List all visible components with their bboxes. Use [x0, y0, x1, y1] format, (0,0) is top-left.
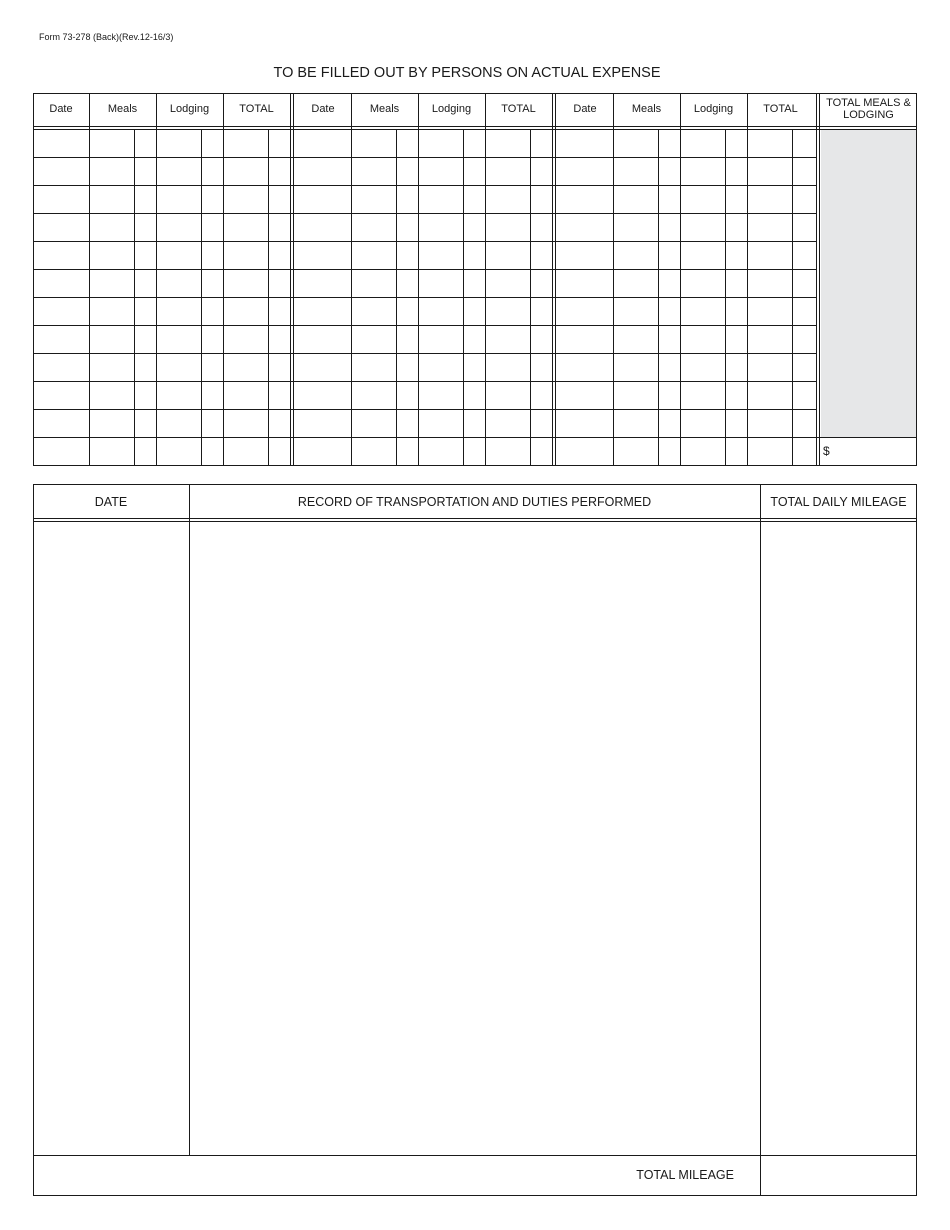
expense-date-cell[interactable]	[558, 187, 612, 213]
expense-date-cell[interactable]	[296, 355, 350, 381]
header-rule	[33, 126, 917, 127]
record-column-header: RECORD OF TRANSPORTATION AND DUTIES PERFORMED	[297, 495, 652, 509]
column-divider	[485, 93, 486, 466]
column-header-meals: Meals	[631, 103, 662, 115]
expense-date-cell[interactable]	[558, 131, 612, 157]
transportation-record-table	[33, 484, 917, 1196]
group-separator	[819, 93, 820, 466]
column-divider	[89, 93, 90, 466]
total-mileage-field[interactable]	[761, 1156, 916, 1195]
expense-date-cell[interactable]	[296, 187, 350, 213]
expense-date-cell[interactable]	[34, 215, 88, 241]
column-header-lodging: Lodging	[431, 103, 472, 115]
expense-date-cell[interactable]	[558, 355, 612, 381]
expense-date-cell[interactable]	[558, 327, 612, 353]
row-line	[33, 381, 817, 382]
record-entry-area[interactable]	[190, 522, 760, 1155]
expense-date-cell[interactable]	[34, 271, 88, 297]
date-column-header: DATE	[94, 495, 128, 509]
column-header-total: TOTAL	[239, 103, 274, 115]
expense-date-cell[interactable]	[34, 159, 88, 185]
total-meals-lodging-shaded-area	[821, 130, 916, 437]
row-line	[33, 325, 817, 326]
expense-date-cell[interactable]	[34, 439, 88, 465]
row-line	[33, 213, 817, 214]
expense-date-cell[interactable]	[296, 327, 350, 353]
cell-split-divider	[396, 130, 397, 466]
expense-date-cell[interactable]	[296, 243, 350, 269]
column-header-date: Date	[49, 103, 73, 115]
mileage-column-header: TOTAL DAILY MILEAGE	[770, 495, 907, 509]
expense-date-cell[interactable]	[558, 439, 612, 465]
column-divider	[156, 93, 157, 466]
expense-date-cell[interactable]	[558, 243, 612, 269]
expense-date-cell[interactable]	[34, 299, 88, 325]
row-line	[33, 353, 817, 354]
expense-date-cell[interactable]	[296, 383, 350, 409]
total-meals-lodging-header: TOTAL MEALS & LODGING	[826, 97, 911, 121]
daily-mileage-entry-area[interactable]	[761, 522, 916, 1155]
column-divider	[613, 93, 614, 466]
row-line	[33, 241, 817, 242]
group-separator	[552, 93, 553, 466]
column-header-lodging: Lodging	[693, 103, 734, 115]
cell-split-divider	[530, 130, 531, 466]
expense-table-border	[33, 93, 917, 466]
cell-split-divider	[134, 130, 135, 466]
group-separator	[555, 93, 556, 466]
expense-date-cell[interactable]	[558, 383, 612, 409]
expense-date-cell[interactable]	[558, 271, 612, 297]
row-line	[33, 409, 817, 410]
expense-date-cell[interactable]	[34, 187, 88, 213]
expense-date-cell[interactable]	[558, 215, 612, 241]
cell-split-divider	[658, 130, 659, 466]
row-line	[33, 297, 817, 298]
cell-split-divider	[268, 130, 269, 466]
expense-date-cell[interactable]	[296, 215, 350, 241]
expense-date-cell[interactable]	[558, 159, 612, 185]
expense-date-cell[interactable]	[296, 411, 350, 437]
header-rule	[33, 518, 917, 519]
date-entry-area[interactable]	[34, 522, 189, 1155]
column-divider	[351, 93, 352, 466]
row-line	[33, 269, 817, 270]
page-title: TO BE FILLED OUT BY PERSONS ON ACTUAL EXPENSE	[273, 65, 661, 81]
group-separator	[290, 93, 291, 466]
column-divider	[747, 93, 748, 466]
cell-split-divider	[201, 130, 202, 466]
expense-date-cell[interactable]	[558, 299, 612, 325]
row-line	[33, 157, 817, 158]
expense-date-cell[interactable]	[296, 159, 350, 185]
column-header-lodging: Lodging	[169, 103, 210, 115]
total-currency-symbol: $	[823, 444, 830, 458]
expense-date-cell[interactable]	[296, 131, 350, 157]
expense-date-cell[interactable]	[296, 271, 350, 297]
column-header-meals: Meals	[369, 103, 400, 115]
expense-date-cell[interactable]	[34, 411, 88, 437]
column-divider	[418, 93, 419, 466]
column-header-meals: Meals	[107, 103, 138, 115]
expense-date-cell[interactable]	[296, 299, 350, 325]
column-header-total: TOTAL	[763, 103, 798, 115]
expense-date-cell[interactable]	[34, 131, 88, 157]
expense-date-cell[interactable]	[34, 243, 88, 269]
row-line	[817, 437, 917, 438]
expense-date-cell[interactable]	[34, 327, 88, 353]
total-mileage-label: TOTAL MILEAGE	[636, 1168, 734, 1182]
cell-split-divider	[463, 130, 464, 466]
column-header-date: Date	[311, 103, 335, 115]
actual-expense-table	[33, 93, 917, 466]
expense-date-cell[interactable]	[558, 411, 612, 437]
expense-date-cell[interactable]	[34, 355, 88, 381]
cell-split-divider	[725, 130, 726, 466]
cell-split-divider	[792, 130, 793, 466]
group-separator	[293, 93, 294, 466]
column-header-date: Date	[573, 103, 597, 115]
expense-date-cell[interactable]	[296, 439, 350, 465]
row-line	[33, 185, 817, 186]
row-line	[33, 437, 817, 438]
column-divider	[680, 93, 681, 466]
column-divider	[223, 93, 224, 466]
group-separator	[816, 93, 817, 466]
expense-date-cell[interactable]	[34, 383, 88, 409]
form-number: Form 73-278 (Back)(Rev.12-16/3)	[39, 32, 174, 42]
column-header-total: TOTAL	[501, 103, 536, 115]
header-rule	[33, 129, 917, 130]
